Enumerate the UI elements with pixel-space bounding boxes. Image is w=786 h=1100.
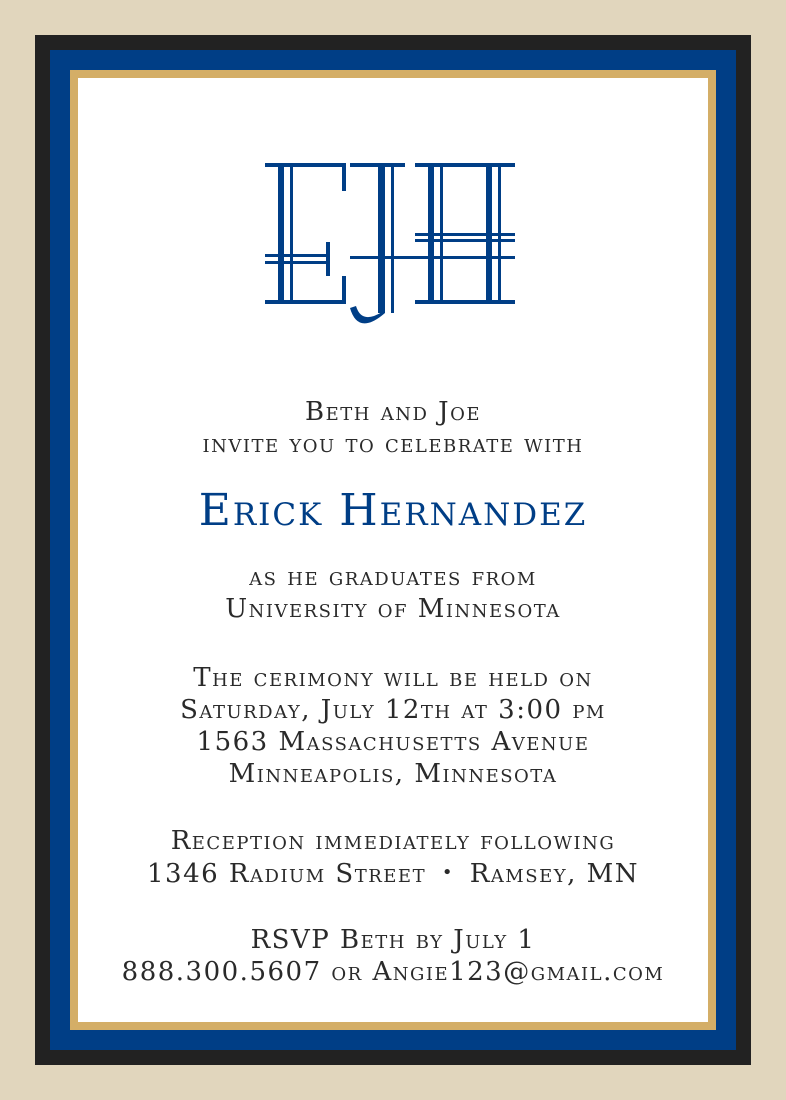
monogram-text: EJH [0,150,3,151]
hosts-block [0,396,786,460]
reception-line-2 [0,857,786,890]
hosts-line-2: invite you to celebrate with [202,429,584,459]
honoree-block [0,486,786,536]
monogram-ejh [0,150,786,340]
reception-block [0,825,786,890]
rsvp-contact: 888.300.5607 or Angie123@gmail.com [121,957,665,987]
bullet-separator: • [441,862,454,883]
reception-street: 1346 Radium Street [147,859,427,889]
ceremony-line-3: 1563 Massachusetts Avenue [196,727,590,757]
reception-city: Ramsey, MN [469,859,639,889]
graduation-line-1: as he graduates from [249,562,537,592]
ceremony-line-4: Minneapolis, Minnesota [228,759,558,789]
ceremony-block [0,662,786,790]
reception-line-1: Reception immediately following [170,826,616,856]
ceremony-line-2: Saturday, July 12th at 3:00 pm [180,695,606,725]
rsvp-line-1: RSVP Beth by July 1 [250,925,536,955]
ceremony-line-1: The cerimony will be held on [193,663,593,693]
hosts-line-1: Beth and Joe [305,397,481,427]
honoree-name: Erick Hernandez [198,485,588,536]
rsvp-block [0,924,786,988]
graduation-line-2: University of Minnesota [225,594,561,624]
graduation-block [0,561,786,625]
